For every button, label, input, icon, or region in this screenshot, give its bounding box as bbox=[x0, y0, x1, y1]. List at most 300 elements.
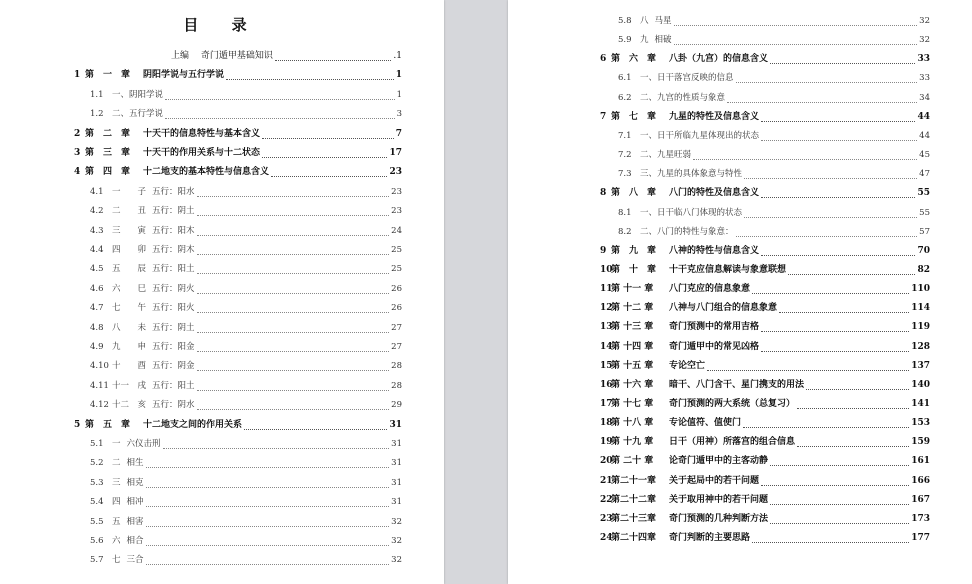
dot-leader bbox=[226, 71, 394, 80]
dot-leader bbox=[797, 438, 909, 447]
dot-leader bbox=[770, 515, 909, 524]
dot-leader bbox=[197, 401, 390, 410]
entry-number: 4.12 bbox=[90, 400, 109, 411]
toc-chapter-entry[interactable] bbox=[74, 127, 402, 142]
entry-label: 第二十三章 bbox=[611, 513, 657, 524]
entry-title: 十二地支之间的作用关系 bbox=[143, 419, 243, 430]
entry-page-number: 3 bbox=[396, 109, 402, 120]
entry-title: 关于起局中的若干问题 bbox=[669, 475, 760, 486]
dot-leader bbox=[262, 130, 394, 139]
entry-number: 7.1 bbox=[618, 130, 632, 141]
entry-title: 五行：阳火 bbox=[152, 303, 195, 314]
entry-number: 5.4 bbox=[90, 497, 104, 508]
entry-title: 五行：阴木 bbox=[152, 245, 195, 255]
entry-page-number: 137 bbox=[911, 360, 930, 371]
entry-number: 22 bbox=[600, 494, 613, 505]
toc-section-entry[interactable] bbox=[90, 243, 402, 258]
entry-title: 日干（用神）所落宫的组合信息 bbox=[669, 437, 796, 448]
entry-number: 18 bbox=[600, 418, 613, 429]
entry-number: 17 bbox=[600, 399, 613, 409]
entry-page-number: 31 bbox=[391, 458, 402, 469]
entry-page-number: 32 bbox=[391, 555, 402, 566]
entry-number: 8.2 bbox=[618, 226, 632, 237]
entry-title: 奇门预测的两大系统（总复习） bbox=[669, 399, 796, 409]
entry-label: 第 八 章 bbox=[611, 188, 657, 199]
entry-title: 五行：阳土 bbox=[152, 264, 195, 275]
entry-number: 19 bbox=[600, 437, 613, 448]
toc-chapter-entry[interactable] bbox=[74, 418, 402, 433]
entry-label: 第 六 章 bbox=[611, 54, 657, 65]
entry-title: 十二地支的基本特性与信息含义 bbox=[143, 167, 270, 178]
dot-leader bbox=[779, 304, 909, 313]
toc-section-entry[interactable] bbox=[618, 33, 930, 48]
entry-title: 八门克应的信息象意 bbox=[669, 284, 751, 295]
entry-title: 二、九星旺弱 bbox=[640, 150, 692, 161]
toc-chapter-entry[interactable] bbox=[600, 244, 930, 259]
entry-number: 4.8 bbox=[90, 322, 104, 333]
entry-label: 四 卯 bbox=[112, 245, 147, 255]
toc-chapter-entry[interactable] bbox=[600, 512, 930, 527]
entry-title: 一、阴阳学说 bbox=[112, 89, 164, 100]
entry-label: 二 bbox=[112, 458, 121, 469]
entry-page-number: 23 bbox=[391, 186, 402, 197]
toc-chapter-entry[interactable] bbox=[600, 378, 930, 393]
entry-page-number: 34 bbox=[919, 92, 930, 103]
entry-label: 一 bbox=[112, 439, 121, 449]
toc-chapter-entry[interactable] bbox=[600, 416, 930, 431]
entry-title: 奇门预测的几种判断方法 bbox=[669, 513, 769, 524]
entry-title: 五行：阴土 bbox=[152, 206, 195, 217]
dot-leader bbox=[752, 534, 909, 543]
entry-title: 六仪击刑 bbox=[126, 439, 161, 449]
entry-number: 4.4 bbox=[90, 245, 104, 255]
entry-page-number: 33 bbox=[917, 54, 930, 65]
entry-number: 4 bbox=[74, 167, 81, 178]
toc-chapter-entry[interactable] bbox=[600, 474, 930, 489]
entry-number: 7 bbox=[600, 111, 607, 122]
toc-section-entry[interactable] bbox=[90, 398, 402, 413]
toc-section-entry[interactable] bbox=[618, 148, 930, 163]
entry-title: 二、八门的特性与象意： bbox=[640, 226, 734, 237]
entry-number: 24 bbox=[600, 533, 613, 544]
dot-leader bbox=[271, 168, 387, 177]
entry-label: 五 bbox=[112, 516, 121, 527]
entry-page-number: 31 bbox=[391, 497, 402, 508]
toc-section-entry[interactable] bbox=[90, 476, 402, 491]
entry-page-number: 7 bbox=[395, 128, 402, 139]
entry-number: 4.9 bbox=[90, 342, 104, 352]
entry-number: 4.5 bbox=[90, 264, 104, 275]
entry-page-number: 44 bbox=[919, 130, 930, 141]
dot-leader bbox=[197, 382, 390, 391]
entry-page-number: 159 bbox=[911, 437, 930, 448]
entry-number: 8.1 bbox=[618, 207, 632, 218]
toc-section-entry[interactable] bbox=[90, 282, 402, 297]
dot-leader bbox=[797, 400, 909, 409]
entry-page-number: 23 bbox=[391, 206, 402, 217]
entry-title: 相克 bbox=[126, 477, 144, 488]
entry-number: 5.7 bbox=[90, 555, 104, 566]
entry-label: 十一 戌 bbox=[112, 380, 147, 391]
entry-number: 20 bbox=[600, 456, 613, 467]
dot-leader bbox=[736, 74, 918, 83]
entry-label: 第 十六 章 bbox=[611, 379, 654, 390]
entry-page-number: 17 bbox=[389, 148, 402, 158]
toc-section-entry[interactable] bbox=[618, 129, 930, 144]
dot-leader bbox=[197, 285, 390, 294]
entry-number: 5.5 bbox=[90, 516, 104, 527]
entry-page-number: 26 bbox=[391, 283, 402, 294]
entry-number: 5.9 bbox=[618, 35, 632, 46]
entry-page-number: 26 bbox=[391, 303, 402, 314]
entry-page-number: 177 bbox=[911, 533, 930, 544]
toc-section-entry[interactable] bbox=[618, 91, 930, 106]
toc-chapter-entry[interactable] bbox=[600, 340, 930, 355]
entry-label: 第 三 章 bbox=[85, 148, 131, 158]
dot-leader bbox=[165, 91, 395, 100]
dot-leader bbox=[165, 110, 395, 119]
entry-title: 一、日干所临九星体现出的状态 bbox=[640, 130, 760, 141]
entry-page-number: 31 bbox=[391, 477, 402, 488]
toc-chapter-entry[interactable] bbox=[600, 435, 930, 450]
entry-page-number: 1 bbox=[396, 89, 402, 100]
dot-leader bbox=[806, 381, 909, 390]
entry-number: 7.3 bbox=[618, 169, 632, 180]
entry-number: 16 bbox=[600, 379, 613, 390]
dot-leader bbox=[707, 362, 909, 371]
entry-page-number: 29 bbox=[391, 400, 402, 411]
toc-section-entry[interactable] bbox=[90, 301, 402, 316]
entry-page-number: 32 bbox=[919, 16, 930, 26]
entry-number: 1.2 bbox=[90, 109, 104, 120]
entry-title: 上编 奇门遁甲基础知识 bbox=[171, 51, 273, 61]
dot-leader bbox=[146, 459, 390, 468]
entry-title: 九星的特性及信息含义 bbox=[669, 111, 760, 122]
dot-leader bbox=[761, 189, 915, 198]
dot-leader bbox=[197, 343, 390, 352]
entry-number: 1.1 bbox=[90, 89, 104, 100]
toc-section-entry[interactable] bbox=[90, 185, 402, 200]
dot-leader bbox=[146, 479, 390, 488]
entry-number: 3 bbox=[74, 148, 81, 158]
toc-chapter-entry[interactable] bbox=[600, 263, 930, 278]
entry-number: 21 bbox=[600, 475, 613, 486]
dot-leader bbox=[146, 537, 390, 546]
toc-chapter-entry[interactable] bbox=[600, 454, 930, 469]
dot-leader bbox=[197, 324, 390, 333]
entry-page-number: 28 bbox=[391, 361, 402, 372]
entry-label: 二 丑 bbox=[112, 206, 147, 217]
entry-title: 专论值符、值使门 bbox=[669, 418, 742, 429]
toc-chapter-entry[interactable] bbox=[600, 359, 930, 374]
entry-label: 八 bbox=[640, 16, 649, 26]
toc-chapter-entry[interactable] bbox=[74, 165, 402, 180]
entry-title: 五行：阳土 bbox=[152, 380, 195, 391]
entry-number: 8 bbox=[600, 188, 607, 199]
entry-title: 五行：阴土 bbox=[152, 322, 195, 333]
entry-number: 4.7 bbox=[90, 303, 104, 314]
dot-leader bbox=[743, 419, 909, 428]
toc-section-entry[interactable] bbox=[618, 206, 930, 221]
entry-page-number: 28 bbox=[391, 380, 402, 391]
dot-leader bbox=[788, 266, 915, 275]
toc-section-entry[interactable] bbox=[618, 71, 930, 86]
entry-title: 二、九宫的性质与象意 bbox=[640, 92, 726, 103]
entry-number: 1 bbox=[74, 70, 81, 81]
dot-leader bbox=[770, 496, 909, 505]
entry-title: 八卦（九宫）的信息含义 bbox=[669, 54, 769, 65]
entry-label: 第 十八 章 bbox=[611, 418, 654, 429]
entry-label: 第 一 章 bbox=[85, 70, 131, 81]
entry-number: 5 bbox=[74, 419, 81, 430]
dot-leader bbox=[197, 265, 390, 274]
entry-label: 第 五 章 bbox=[85, 419, 131, 430]
entry-title: 十天干的作用关系与十二状态 bbox=[143, 148, 261, 158]
dot-leader bbox=[197, 304, 390, 313]
entry-label: 一 子 bbox=[112, 186, 147, 197]
entry-number: 4.1 bbox=[90, 186, 104, 197]
entry-title: 八神与八门组合的信息象意 bbox=[669, 303, 778, 314]
entry-label: 五 辰 bbox=[112, 264, 147, 275]
entry-number: 7.2 bbox=[618, 150, 632, 161]
entry-title: 奇门预测中的常用吉格 bbox=[669, 322, 760, 333]
entry-number: 6 bbox=[600, 54, 607, 65]
toc-section-entry[interactable] bbox=[90, 224, 402, 239]
entry-page-number: 45 bbox=[919, 150, 930, 161]
entry-page-number: 31 bbox=[391, 439, 402, 449]
toc-section-entry[interactable] bbox=[90, 204, 402, 219]
entry-title: 奇门判断的主要思路 bbox=[669, 533, 751, 544]
entry-label: 第 二 章 bbox=[85, 128, 131, 139]
toc-chapter-entry[interactable] bbox=[600, 52, 930, 67]
entry-page-number: 128 bbox=[911, 341, 930, 352]
entry-title: 论奇门遁甲中的主客动静 bbox=[669, 456, 769, 467]
entry-number: 4.10 bbox=[90, 361, 109, 372]
entry-title: 五行：阳金 bbox=[152, 342, 195, 352]
entry-number: 5.2 bbox=[90, 458, 104, 469]
entry-number: 10 bbox=[600, 264, 613, 275]
toc-section-entry[interactable] bbox=[90, 262, 402, 277]
entry-title: 阴阳学说与五行学说 bbox=[143, 70, 225, 81]
entry-label: 第二十一章 bbox=[611, 475, 657, 486]
entry-title: 五行：阴金 bbox=[152, 361, 195, 372]
toc-chapter-entry[interactable] bbox=[600, 397, 930, 412]
entry-number: 5.6 bbox=[90, 536, 104, 546]
entry-label: 第 十四 章 bbox=[611, 341, 654, 352]
entry-title: 马星 bbox=[654, 16, 672, 26]
entry-number: 15 bbox=[600, 360, 613, 371]
dot-leader bbox=[761, 323, 909, 332]
dot-leader bbox=[761, 113, 915, 122]
entry-label: 第 十二 章 bbox=[611, 303, 654, 314]
entry-label: 六 巳 bbox=[112, 283, 147, 294]
entry-title: 五行：阴水 bbox=[152, 400, 195, 411]
dot-leader bbox=[197, 207, 390, 216]
entry-label: 三 寅 bbox=[112, 225, 147, 236]
entry-title: 相害 bbox=[126, 516, 144, 527]
entry-page-number: 70 bbox=[917, 245, 930, 256]
entry-label: 十二 亥 bbox=[112, 400, 147, 411]
entry-label: 九 申 bbox=[112, 342, 147, 352]
entry-title: 五行：阳水 bbox=[152, 186, 195, 197]
entry-label: 第二十二章 bbox=[611, 494, 657, 505]
dot-leader bbox=[197, 246, 390, 255]
entry-number: 13 bbox=[600, 322, 613, 333]
dot-leader bbox=[163, 440, 390, 449]
dot-leader bbox=[752, 285, 909, 294]
entry-page-number: 25 bbox=[391, 264, 402, 275]
toc-section-entry[interactable] bbox=[618, 225, 930, 240]
toc-section-entry[interactable] bbox=[90, 515, 402, 530]
entry-number: 14 bbox=[600, 341, 613, 352]
entry-page-number: 23 bbox=[389, 167, 402, 178]
entry-label: 第 十一 章 bbox=[611, 284, 654, 295]
entry-number: 23 bbox=[600, 513, 613, 524]
document-page-right bbox=[508, 0, 972, 584]
entry-page-number: 141 bbox=[911, 399, 930, 409]
entry-page-number: 27 bbox=[391, 342, 402, 352]
toc-section-entry[interactable] bbox=[90, 379, 402, 394]
toc-section-entry[interactable] bbox=[90, 456, 402, 471]
dot-leader bbox=[770, 55, 915, 64]
entry-title: 专论空亡 bbox=[669, 360, 706, 371]
dot-leader bbox=[727, 94, 917, 103]
entry-page-number: 57 bbox=[919, 226, 930, 237]
entry-number: 9 bbox=[600, 245, 607, 256]
dot-leader bbox=[674, 17, 918, 26]
entry-page-number: 32 bbox=[391, 516, 402, 527]
toc-section-entry[interactable] bbox=[618, 14, 930, 29]
toc-section-entry[interactable] bbox=[90, 107, 402, 122]
entry-title: 八神的特性与信息含义 bbox=[669, 245, 760, 256]
entry-page-number: 47 bbox=[919, 169, 930, 180]
entry-title: 三、九星的具体象意与特性 bbox=[640, 169, 743, 180]
entry-title: 一、日干临八门体现的状态 bbox=[640, 207, 743, 218]
dot-leader bbox=[197, 188, 390, 197]
entry-page-number: 167 bbox=[911, 494, 930, 505]
entry-number: 12 bbox=[600, 303, 613, 314]
toc-part-entry[interactable] bbox=[160, 49, 402, 64]
toc-section-entry[interactable] bbox=[90, 437, 402, 452]
dot-leader bbox=[197, 362, 390, 371]
entry-label: 七 午 bbox=[112, 303, 147, 314]
entry-title: 奇门遁甲中的常见凶格 bbox=[669, 341, 760, 352]
toc-chapter-entry[interactable] bbox=[74, 146, 402, 161]
dot-leader bbox=[770, 457, 909, 466]
entry-title: 五行：阳木 bbox=[152, 225, 195, 236]
entry-page-number: .1 bbox=[393, 51, 402, 61]
entry-page-number: 119 bbox=[911, 322, 930, 333]
dot-leader bbox=[693, 151, 917, 160]
toc-section-entry[interactable] bbox=[618, 167, 930, 182]
entry-number: 4.3 bbox=[90, 225, 104, 236]
toc-chapter-entry[interactable] bbox=[600, 531, 930, 546]
entry-page-number: 114 bbox=[911, 303, 930, 314]
entry-title: 相冲 bbox=[126, 497, 144, 508]
entry-label: 四 bbox=[112, 497, 121, 508]
toc-chapter-entry[interactable] bbox=[600, 282, 930, 297]
entry-page-number: 27 bbox=[391, 322, 402, 333]
entry-title: 十干克应信息解读与象意联想 bbox=[669, 264, 787, 275]
entry-title: 二、五行学说 bbox=[112, 109, 164, 120]
entry-title: 关于取用神中的若干问题 bbox=[669, 494, 769, 505]
entry-label: 第二十四章 bbox=[611, 533, 657, 544]
entry-page-number: 166 bbox=[911, 475, 930, 486]
entry-number: 2 bbox=[74, 128, 81, 139]
entry-label: 第 二十 章 bbox=[611, 456, 654, 467]
entry-title: 五行：阴火 bbox=[152, 283, 195, 294]
entry-label: 三 bbox=[112, 477, 121, 488]
entry-title: 十天干的信息特性与基本含义 bbox=[143, 128, 261, 139]
dot-leader bbox=[146, 498, 390, 507]
entry-label: 第 七 章 bbox=[611, 111, 657, 122]
dot-leader bbox=[275, 52, 392, 61]
toc-section-entry[interactable] bbox=[90, 321, 402, 336]
dot-leader bbox=[761, 477, 909, 486]
entry-number: 5.1 bbox=[90, 439, 104, 449]
entry-page-number: 110 bbox=[911, 284, 930, 295]
toc-section-entry[interactable] bbox=[90, 340, 402, 355]
entry-page-number: 33 bbox=[919, 73, 930, 84]
entry-title: 相破 bbox=[654, 35, 672, 46]
entry-label: 第 十三 章 bbox=[611, 322, 654, 333]
toc-chapter-entry[interactable] bbox=[74, 68, 402, 83]
entry-title: 暗干、八门含干、星门携支的用法 bbox=[669, 379, 805, 390]
entry-page-number: 140 bbox=[911, 379, 930, 390]
toc-chapter-entry[interactable] bbox=[600, 110, 930, 125]
toc-section-entry[interactable] bbox=[90, 495, 402, 510]
entry-number: 4.2 bbox=[90, 206, 104, 217]
entry-page-number: 31 bbox=[389, 419, 402, 430]
entry-page-number: 153 bbox=[911, 418, 930, 429]
dot-leader bbox=[761, 132, 917, 141]
dot-leader bbox=[744, 170, 917, 179]
entry-label: 八 未 bbox=[112, 322, 147, 333]
entry-page-number: 32 bbox=[919, 35, 930, 46]
entry-number: 5.8 bbox=[618, 16, 632, 26]
entry-number: 6.1 bbox=[618, 73, 632, 84]
entry-label: 第 十五 章 bbox=[611, 360, 654, 371]
entry-page-number: 32 bbox=[391, 536, 402, 546]
entry-label: 七 bbox=[112, 555, 121, 566]
entry-page-number: 24 bbox=[391, 225, 402, 236]
toc-chapter-entry[interactable] bbox=[600, 493, 930, 508]
dot-leader bbox=[761, 343, 909, 352]
entry-number: 5.3 bbox=[90, 477, 104, 488]
toc-section-entry[interactable] bbox=[90, 88, 402, 103]
toc-section-entry[interactable] bbox=[90, 534, 402, 549]
entry-title: 相合 bbox=[126, 536, 144, 546]
toc-section-entry[interactable] bbox=[90, 359, 402, 374]
entry-label: 第 四 章 bbox=[85, 167, 131, 178]
dot-leader bbox=[197, 227, 390, 236]
entry-page-number: 44 bbox=[917, 111, 930, 122]
entry-page-number: 55 bbox=[919, 207, 930, 218]
entry-page-number: 173 bbox=[911, 513, 930, 524]
entry-page-number: 1 bbox=[395, 70, 402, 81]
toc-section-entry[interactable] bbox=[90, 553, 402, 568]
toc-chapter-entry[interactable] bbox=[600, 186, 930, 201]
entry-number: 4.6 bbox=[90, 283, 104, 294]
dot-leader bbox=[761, 247, 915, 256]
entry-label: 第 十 章 bbox=[611, 264, 657, 275]
entry-label: 第 十七 章 bbox=[611, 399, 654, 409]
toc-chapter-entry[interactable] bbox=[600, 320, 930, 335]
entry-page-number: 82 bbox=[917, 264, 930, 275]
entry-page-number: 25 bbox=[391, 245, 402, 255]
toc-chapter-entry[interactable] bbox=[600, 301, 930, 316]
entry-title: 一、日干落宫反映的信息 bbox=[640, 73, 734, 84]
